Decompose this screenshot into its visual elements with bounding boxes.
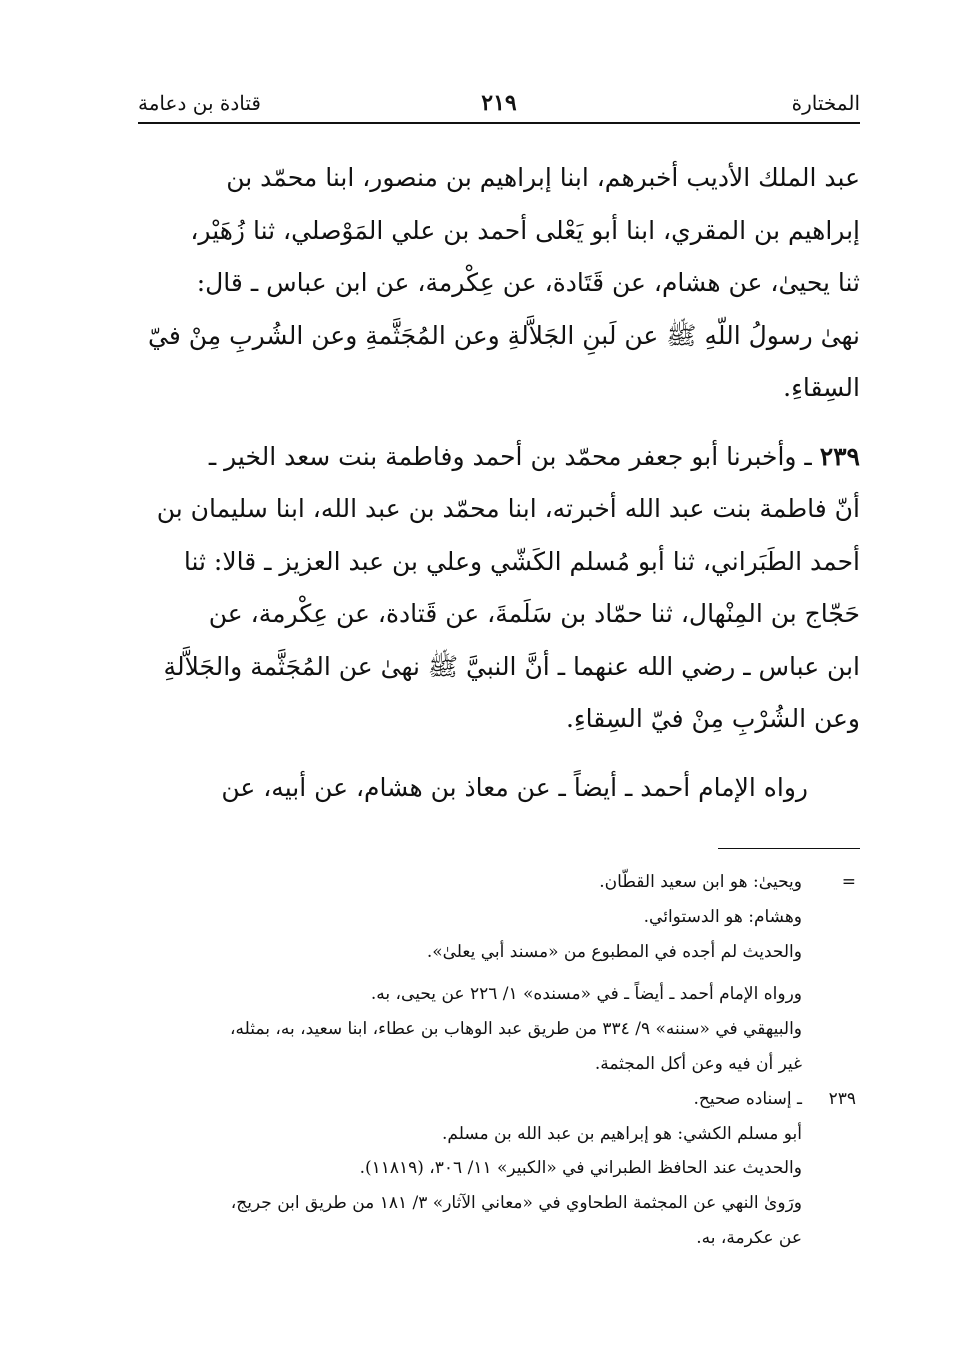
footnote-line — [138, 1221, 860, 1256]
text-fragment: ـ وأخبرنا أبو جعفر محمّد بن أحمد وفاطمة بنت سعد الخير ـ — [208, 441, 820, 471]
footnote-text: والحديث عند الحافظ الطبراني في «الكبير» ١١/ ٣٠٦، (١١٨١٩). — [359, 1158, 802, 1179]
footnote-text: ويحيىٰ: هو ابن سعيد القطّان. — [599, 872, 802, 892]
text-line: إبراهيم بن المقري، ابنا أبو يَعْلى أحمد بن علي المَوْصلي، ثنا زُهَيْر، — [190, 215, 860, 245]
footnote-text: غير أن فيه وعن أكل المجثمة. — [594, 1053, 802, 1074]
text-line: السِقاءِ. — [783, 373, 860, 402]
text-line: أنّ فاطمة بنت عبد الله أخبرته، ابنا محمّد بن عبد الله، ابنا سليمان بن — [156, 494, 860, 523]
running-header — [138, 88, 860, 124]
footnotes — [138, 865, 860, 1256]
footnote-line — [138, 865, 860, 900]
footnote-text: أبو مسلم الكشي: هو إبراهيم بن عبد الله بن مسلم. — [442, 1123, 802, 1144]
footnote-line — [138, 935, 860, 970]
text-line: نهىٰ رسولُ اللّهِ ﷺ عن لَبنِ الجَلاَّلةِ وعن المُجَثَّمةِ وعن الشُربِ مِنْ فيّ — [148, 320, 860, 350]
hadith-number: ٢٣٩ — [819, 441, 860, 471]
paragraph-takhrij — [138, 762, 860, 815]
text-line: ثنا يحيىٰ، عن هشام، عن قَتَادة، عن عِكْرمة، عن ابن عباس ـ قال: — [196, 268, 860, 297]
footnote-text: ـ إسناده صحيح. — [693, 1088, 802, 1109]
text-line: ابن عباس ـ رضي الله عنهما ـ أنَّ النبيَّ ﷺ نهىٰ عن المُجَثَّمة والجَلاَّلةِ — [163, 651, 860, 681]
footnote-line — [138, 1082, 860, 1117]
footnote-line — [138, 1117, 860, 1152]
text-line: رواه الإمام أحمد ـ أيضاً ـ عن معاذ بن هشام، عن أبيه، عن — [221, 772, 808, 802]
paragraph-hadith-238-continuation — [138, 152, 860, 415]
continuation-mark: = — [841, 872, 856, 892]
footnote-number: ٢٣٩ — [828, 1088, 856, 1109]
page-number: ٢١٩ — [481, 90, 517, 116]
footnote-line — [138, 1186, 860, 1221]
footnote-separator — [718, 848, 860, 849]
paragraph-hadith-239 — [138, 431, 860, 746]
footnote-line — [138, 1151, 860, 1186]
footnote-text: وهشام: هو الدستوائي. — [643, 906, 802, 927]
footnote-text: والحديث لم أجده في المطبوع من «مسند أبي يعلىٰ». — [426, 941, 802, 962]
text-line — [138, 431, 860, 484]
header-book-title: المختارة — [791, 91, 860, 115]
text-line: عبد الملك الأديب أخبرهم، ابنا إبراهيم بن منصور، ابنا محمّد بن — [226, 163, 860, 192]
footnote-text: ورواه الإمام أحمد ـ أيضاً ـ في «مسنده» ١/ ٢٢٦ عن يحيى، به. — [370, 984, 802, 1005]
footnote-line — [138, 900, 860, 935]
footnote-text: ورَوىٰ النهي عن المجثمة الطحاوي في «معاني الآثار» ٣/ ١٨١ من طريق ابن جريج، — [230, 1193, 802, 1214]
footnote-line — [138, 1012, 860, 1047]
header-section-title: قتادة بن دعامة — [138, 91, 261, 115]
text-line: حَجّاج بن المِنْهال، ثنا حمّاد بن سَلَمةَ، عن قَتادة، عن عِكْرمة، عن — [208, 599, 860, 628]
main-text — [138, 152, 860, 814]
footnote-line — [138, 977, 860, 1012]
footnote-line — [138, 1047, 860, 1082]
header-rule — [138, 122, 860, 124]
text-line: أحمد الطَبَراني، ثنا أبو مُسلم الكَشّي وعلي بن عبد العزيز ـ قالا: ثنا — [183, 546, 860, 576]
footnote-text: عن عكرمة، به. — [696, 1227, 802, 1248]
text-line: وعن الشُرْبِ مِنْ فيّ السِقاءِ. — [565, 704, 860, 733]
footnote-text: والبيهقي في «سننه» ٩/ ٣٣٤ من طريق عبد الوهاب بن عطاء، ابنا سعيد، به، بمثله، — [230, 1019, 802, 1040]
